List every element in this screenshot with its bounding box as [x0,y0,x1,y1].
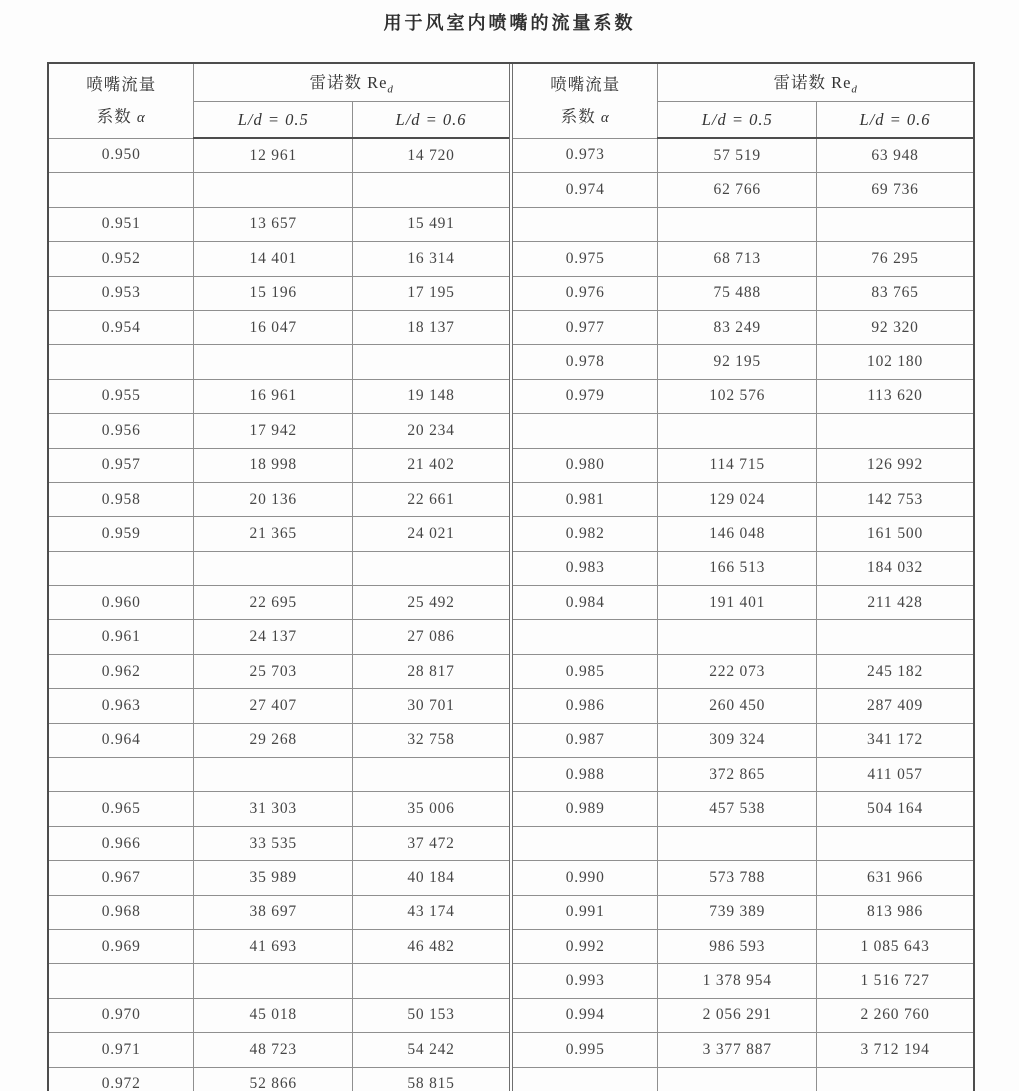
cell-re-ld05 [194,551,353,585]
table-row [49,620,509,654]
cell-alpha: 0.992 [513,929,658,963]
cell-re-ld06: 54 242 [353,1033,509,1067]
cell-re-ld06: 25 492 [353,586,509,620]
cell-re-ld05: 12 961 [194,138,353,173]
cell-re-ld05 [194,964,353,998]
cell-re-ld06: 58 815 [353,1067,509,1091]
header-reynolds-subscript: d [851,83,858,96]
cell-alpha [513,826,658,860]
table-row [513,758,973,792]
cell-re-ld05: 21 365 [194,517,353,551]
cell-alpha: 0.973 [513,138,658,173]
table-row [49,861,509,895]
table-row [513,964,973,998]
cell-alpha: 0.951 [49,207,194,241]
cell-re-ld06: 76 295 [817,242,973,276]
cell-re-ld06: 63 948 [817,138,973,173]
cell-re-ld06: 20 234 [353,414,509,448]
table-row [513,792,973,826]
cell-alpha: 0.968 [49,895,194,929]
cell-re-ld05: 222 073 [658,654,817,688]
cell-re-ld05 [658,826,817,860]
cell-alpha: 0.976 [513,276,658,310]
cell-alpha: 0.981 [513,482,658,516]
cell-re-ld06: 14 720 [353,138,509,173]
cell-re-ld05: 35 989 [194,861,353,895]
table-body-left [49,138,509,1091]
cell-re-ld05 [658,207,817,241]
cell-re-ld06: 92 320 [817,310,973,344]
cell-re-ld06: 37 472 [353,826,509,860]
cell-re-ld05: 48 723 [194,1033,353,1067]
header-alpha [513,64,658,138]
cell-re-ld06: 813 986 [817,895,973,929]
table-row [49,345,509,379]
cell-re-ld05: 27 407 [194,689,353,723]
cell-re-ld05: 18 998 [194,448,353,482]
cell-re-ld05: 38 697 [194,895,353,929]
cell-re-ld05: 3 377 887 [658,1033,817,1067]
cell-re-ld06 [817,414,973,448]
header-alpha [49,64,194,138]
cell-re-ld05 [658,1067,817,1091]
header-alpha-line1: 喷嘴流量 [86,74,157,94]
cell-alpha: 0.994 [513,998,658,1032]
cell-re-ld05: 14 401 [194,242,353,276]
cell-re-ld05: 24 137 [194,620,353,654]
page-title: 用于风室内喷嘴的流量系数 [383,13,636,33]
table-row [49,138,509,173]
cell-alpha: 0.988 [513,758,658,792]
cell-re-ld06: 211 428 [817,586,973,620]
cell-re-ld05: 57 519 [658,138,817,173]
cell-alpha [49,173,194,207]
table-row [513,173,973,207]
cell-alpha: 0.966 [49,826,194,860]
header-reynolds [658,64,973,102]
header-alpha-line2-text: 系数 [560,106,601,126]
cell-alpha: 0.962 [49,654,194,688]
cell-re-ld05: 29 268 [194,723,353,757]
cell-re-ld05: 372 865 [658,758,817,792]
table-row [49,517,509,551]
cell-re-ld06 [817,207,973,241]
cell-re-ld05: 166 513 [658,551,817,585]
cell-re-ld06: 1 516 727 [817,964,973,998]
cell-alpha: 0.972 [49,1067,194,1091]
table-row [49,207,509,241]
table-row [513,929,973,963]
table-row [513,1033,973,1067]
table-row [49,551,509,585]
cell-alpha: 0.961 [49,620,194,654]
cell-re-ld06 [353,551,509,585]
cell-alpha: 0.987 [513,723,658,757]
table-header-right [513,64,973,138]
header-reynolds-text: 雷诺数 Re [309,73,388,93]
table-header-left [49,64,509,138]
table-row [49,242,509,276]
cell-re-ld05: 13 657 [194,207,353,241]
cell-alpha: 0.995 [513,1033,658,1067]
header-ld06: L/d = 0.6 [817,102,973,139]
cell-re-ld05: 739 389 [658,895,817,929]
cell-re-ld05: 573 788 [658,861,817,895]
cell-alpha: 0.982 [513,517,658,551]
table-right-half [513,64,973,1091]
table-row [513,310,973,344]
cell-re-ld06: 28 817 [353,654,509,688]
cell-re-ld05: 129 024 [658,482,817,516]
table-row [49,310,509,344]
table-body-right [513,138,973,1091]
table-left-half [49,64,509,1091]
table-row [49,758,509,792]
cell-alpha [49,758,194,792]
table-row [49,1067,509,1091]
cell-re-ld06: 113 620 [817,379,973,413]
header-reynolds [194,64,509,102]
cell-re-ld06: 142 753 [817,482,973,516]
table-row [49,998,509,1032]
cell-re-ld06: 27 086 [353,620,509,654]
cell-alpha: 0.978 [513,345,658,379]
cell-re-ld06 [817,1067,973,1091]
cell-re-ld06: 504 164 [817,792,973,826]
alpha-symbol: α [136,109,146,126]
cell-re-ld05: 16 047 [194,310,353,344]
cell-alpha: 0.980 [513,448,658,482]
cell-re-ld05 [194,345,353,379]
table-row [49,586,509,620]
cell-re-ld06 [353,173,509,207]
cell-re-ld05: 25 703 [194,654,353,688]
cell-re-ld05: 15 196 [194,276,353,310]
cell-re-ld05: 16 961 [194,379,353,413]
cell-re-ld05: 2 056 291 [658,998,817,1032]
cell-alpha: 0.960 [49,586,194,620]
cell-alpha: 0.986 [513,689,658,723]
cell-alpha: 0.989 [513,792,658,826]
table-row [513,998,973,1032]
table-row [513,1067,973,1091]
table-row [513,517,973,551]
table-row [513,482,973,516]
cell-alpha: 0.991 [513,895,658,929]
cell-re-ld06: 15 491 [353,207,509,241]
cell-re-ld05: 68 713 [658,242,817,276]
table-row [513,826,973,860]
header-reynolds-subscript: d [387,83,394,96]
cell-re-ld05 [658,414,817,448]
cell-alpha: 0.953 [49,276,194,310]
cell-alpha: 0.990 [513,861,658,895]
table-row [49,895,509,929]
cell-re-ld06: 17 195 [353,276,509,310]
table-row [513,689,973,723]
cell-alpha [49,551,194,585]
table-row [513,861,973,895]
cell-re-ld06: 22 661 [353,482,509,516]
alpha-symbol: α [600,109,610,126]
table-row [513,654,973,688]
table-row [49,826,509,860]
header-ld05: L/d = 0.5 [194,102,353,139]
cell-re-ld06: 50 153 [353,998,509,1032]
cell-re-ld06: 32 758 [353,723,509,757]
header-alpha-line2-text: 系数 [96,106,137,126]
cell-re-ld05: 41 693 [194,929,353,963]
cell-alpha: 0.970 [49,998,194,1032]
cell-re-ld05: 20 136 [194,482,353,516]
cell-re-ld06: 287 409 [817,689,973,723]
table-row [513,276,973,310]
cell-re-ld06 [353,964,509,998]
cell-re-ld05: 191 401 [658,586,817,620]
cell-re-ld06: 184 032 [817,551,973,585]
cell-re-ld05: 75 488 [658,276,817,310]
cell-re-ld06: 161 500 [817,517,973,551]
cell-alpha: 0.967 [49,861,194,895]
cell-alpha: 0.979 [513,379,658,413]
cell-re-ld05: 22 695 [194,586,353,620]
cell-alpha: 0.971 [49,1033,194,1067]
cell-re-ld05: 146 048 [658,517,817,551]
header-alpha-line2 [49,101,193,133]
cell-re-ld05: 102 576 [658,379,817,413]
cell-alpha: 0.956 [49,414,194,448]
cell-re-ld06: 341 172 [817,723,973,757]
table-row [49,654,509,688]
table-row [513,414,973,448]
cell-alpha: 0.963 [49,689,194,723]
cell-alpha [513,414,658,448]
cell-alpha: 0.954 [49,310,194,344]
cell-alpha [49,345,194,379]
cell-re-ld06: 43 174 [353,895,509,929]
cell-alpha [513,620,658,654]
cell-re-ld06: 16 314 [353,242,509,276]
cell-re-ld05: 92 195 [658,345,817,379]
cell-alpha: 0.975 [513,242,658,276]
cell-re-ld05 [194,173,353,207]
table-row [49,964,509,998]
cell-re-ld06: 2 260 760 [817,998,973,1032]
cell-re-ld05: 457 538 [658,792,817,826]
header-ld05: L/d = 0.5 [658,102,817,139]
cell-alpha: 0.958 [49,482,194,516]
cell-re-ld05 [658,620,817,654]
cell-re-ld05: 83 249 [658,310,817,344]
cell-re-ld05: 31 303 [194,792,353,826]
cell-re-ld05: 1 378 954 [658,964,817,998]
cell-alpha: 0.965 [49,792,194,826]
table-row [513,138,973,173]
header-alpha-line1: 喷嘴流量 [550,74,621,94]
cell-alpha: 0.983 [513,551,658,585]
table-row [513,551,973,585]
cell-re-ld05: 45 018 [194,998,353,1032]
table-row [513,345,973,379]
cell-re-ld06 [817,826,973,860]
cell-re-ld05: 309 324 [658,723,817,757]
cell-re-ld06: 18 137 [353,310,509,344]
cell-alpha [513,207,658,241]
cell-re-ld06: 1 085 643 [817,929,973,963]
table-row [49,482,509,516]
cell-re-ld05: 114 715 [658,448,817,482]
table-row [513,242,973,276]
header-ld06: L/d = 0.6 [353,102,509,139]
cell-re-ld05: 33 535 [194,826,353,860]
cell-re-ld06: 102 180 [817,345,973,379]
table-row [49,792,509,826]
table-row [49,1033,509,1067]
cell-re-ld06: 24 021 [353,517,509,551]
cell-re-ld05: 260 450 [658,689,817,723]
cell-re-ld06: 3 712 194 [817,1033,973,1067]
cell-re-ld05 [194,758,353,792]
cell-re-ld06: 35 006 [353,792,509,826]
table-row [49,414,509,448]
cell-re-ld06: 46 482 [353,929,509,963]
cell-re-ld06: 411 057 [817,758,973,792]
cell-re-ld06: 83 765 [817,276,973,310]
cell-re-ld06: 30 701 [353,689,509,723]
cell-re-ld06: 69 736 [817,173,973,207]
flow-coefficient-table [47,62,975,1091]
table-row [49,448,509,482]
cell-re-ld06: 19 148 [353,379,509,413]
table-row [513,620,973,654]
table-row [513,895,973,929]
cell-re-ld06: 245 182 [817,654,973,688]
cell-alpha: 0.964 [49,723,194,757]
table-row [513,379,973,413]
cell-re-ld06: 21 402 [353,448,509,482]
cell-alpha: 0.959 [49,517,194,551]
table-row [49,723,509,757]
cell-re-ld05: 52 866 [194,1067,353,1091]
table-row [513,448,973,482]
cell-re-ld05: 17 942 [194,414,353,448]
table-row [49,929,509,963]
cell-re-ld06: 40 184 [353,861,509,895]
cell-alpha: 0.952 [49,242,194,276]
table-row [513,723,973,757]
cell-re-ld05: 986 593 [658,929,817,963]
table-row [49,173,509,207]
table-row [49,379,509,413]
table-row [49,276,509,310]
cell-alpha: 0.984 [513,586,658,620]
header-reynolds-text: 雷诺数 Re [773,73,852,93]
cell-re-ld06 [817,620,973,654]
cell-alpha: 0.977 [513,310,658,344]
cell-alpha: 0.950 [49,138,194,173]
cell-re-ld06 [353,758,509,792]
table-row [513,586,973,620]
header-alpha-line2 [513,101,657,133]
table-row [513,207,973,241]
cell-alpha [513,1067,658,1091]
cell-alpha: 0.974 [513,173,658,207]
cell-re-ld06 [353,345,509,379]
cell-alpha: 0.993 [513,964,658,998]
cell-alpha: 0.985 [513,654,658,688]
cell-alpha [49,964,194,998]
table-row [49,689,509,723]
cell-re-ld05: 62 766 [658,173,817,207]
cell-alpha: 0.969 [49,929,194,963]
cell-alpha: 0.957 [49,448,194,482]
cell-re-ld06: 631 966 [817,861,973,895]
cell-re-ld06: 126 992 [817,448,973,482]
cell-alpha: 0.955 [49,379,194,413]
